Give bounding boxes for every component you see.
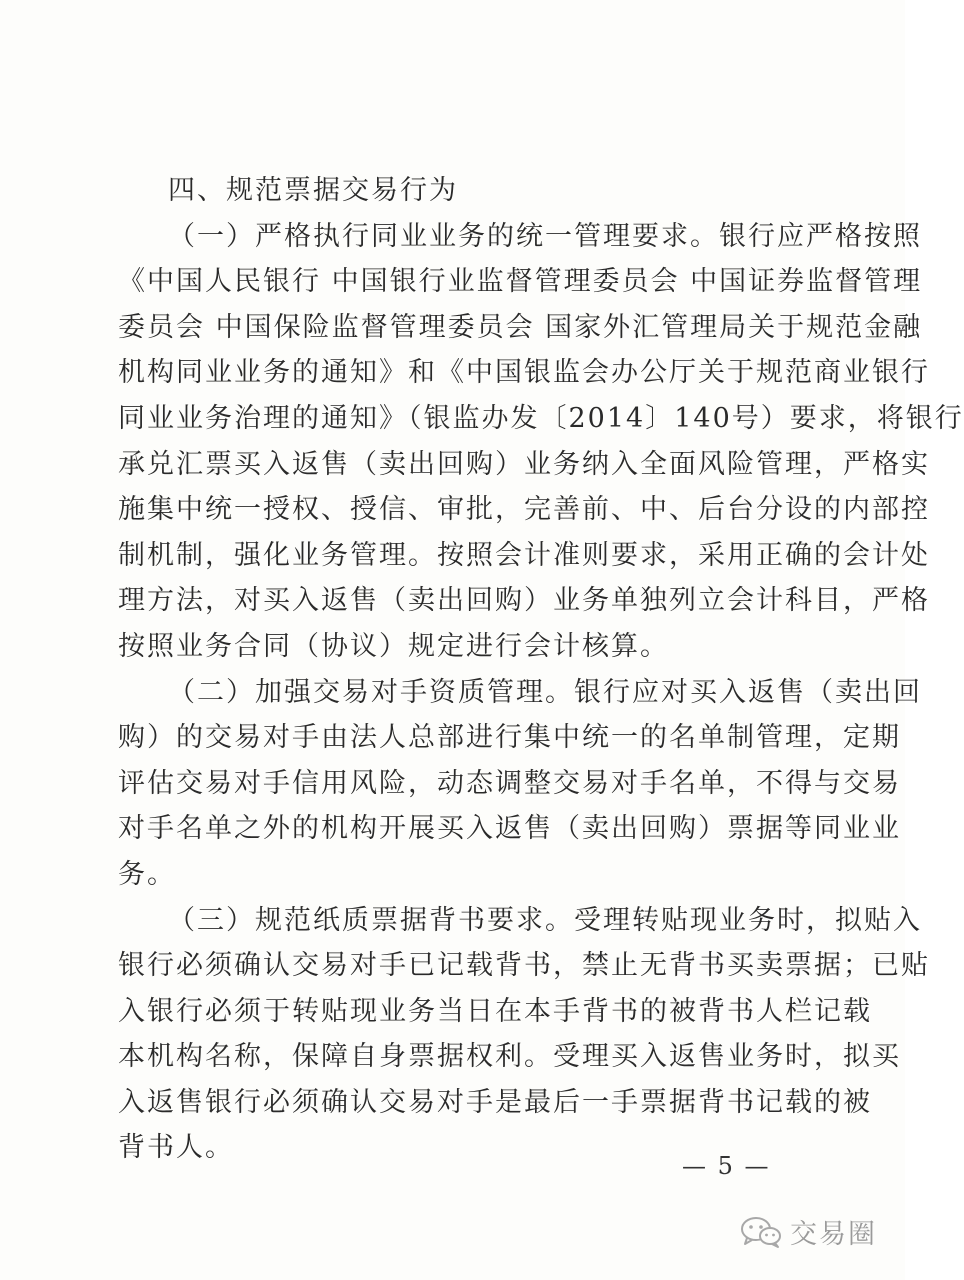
- paragraph-line: 评估交易对手信用风险，动态调整交易对手名单，不得与交易: [118, 767, 901, 799]
- paragraph-1: [118, 214, 964, 670]
- paragraph-line: 委员会 中国保险监督管理委员会 国家外汇管理局关于规范金融: [118, 311, 923, 343]
- paragraph-line: 背书人。: [118, 1132, 234, 1164]
- paragraph-line: 机构同业业务的通知》和《中国银监会办公厅关于规范商业银行: [118, 357, 930, 389]
- paragraph-2: [118, 670, 922, 898]
- paragraph-line: （二）加强交易对手资质管理。银行应对买入返售（卖出回: [168, 676, 922, 708]
- paragraph-line: （三）规范纸质票据背书要求。受理转贴现业务时，拟贴入: [168, 904, 922, 936]
- paragraph-line: 入返售银行必须确认交易对手是最后一手票据背书记载的被: [118, 1086, 872, 1118]
- paragraph-line: 承兑汇票买入返售（卖出回购）业务纳入全面风险管理，严格实: [118, 448, 930, 480]
- paragraph-line: 施集中统一授权、授信、审批，完善前、中、后台分设的内部控: [118, 494, 930, 526]
- paragraph-line: 同业业务治理的通知》（银监办发〔2014〕140号）要求，将银行: [118, 402, 964, 434]
- page-number: — 5 —: [682, 1152, 771, 1180]
- paragraph-line: 《中国人民银行 中国银行业监督管理委员会 中国证券监督管理: [118, 266, 923, 298]
- paragraph-line: （一）严格执行同业业务的统一管理要求。银行应严格按照: [168, 220, 922, 252]
- paragraph-line: 对手名单之外的机构开展买入返售（卖出回购）票据等同业业: [118, 813, 901, 845]
- paragraph-line: 理方法，对买入返售（卖出回购）业务单独列立会计科目，严格: [118, 585, 930, 617]
- document-body: [118, 168, 964, 1171]
- paragraph-line: 银行必须确认交易对手已记载背书，禁止无背书买卖票据；已贴: [118, 950, 930, 982]
- paragraph-line: 务。: [118, 858, 176, 890]
- wechat-icon: [740, 1215, 782, 1249]
- paragraph-line: 按照业务合同（协议）规定进行会计核算。: [118, 630, 669, 662]
- paragraph-line: 本机构名称，保障自身票据权利。受理买入返售业务时，拟买: [118, 1041, 901, 1073]
- section-heading: 四、规范票据交易行为: [168, 175, 458, 206]
- paragraph-line: 入银行必须于转贴现业务当日在本手背书的被背书人栏记载: [118, 995, 872, 1027]
- watermark: [740, 1212, 877, 1251]
- watermark-text: 交易圈: [790, 1219, 877, 1250]
- paragraph-3: [118, 898, 930, 1172]
- paragraph-line: 制机制，强化业务管理。按照会计准则要求，采用正确的会计处: [118, 539, 930, 571]
- paragraph-line: 购）的交易对手由法人总部进行集中统一的名单制管理，定期: [118, 722, 901, 754]
